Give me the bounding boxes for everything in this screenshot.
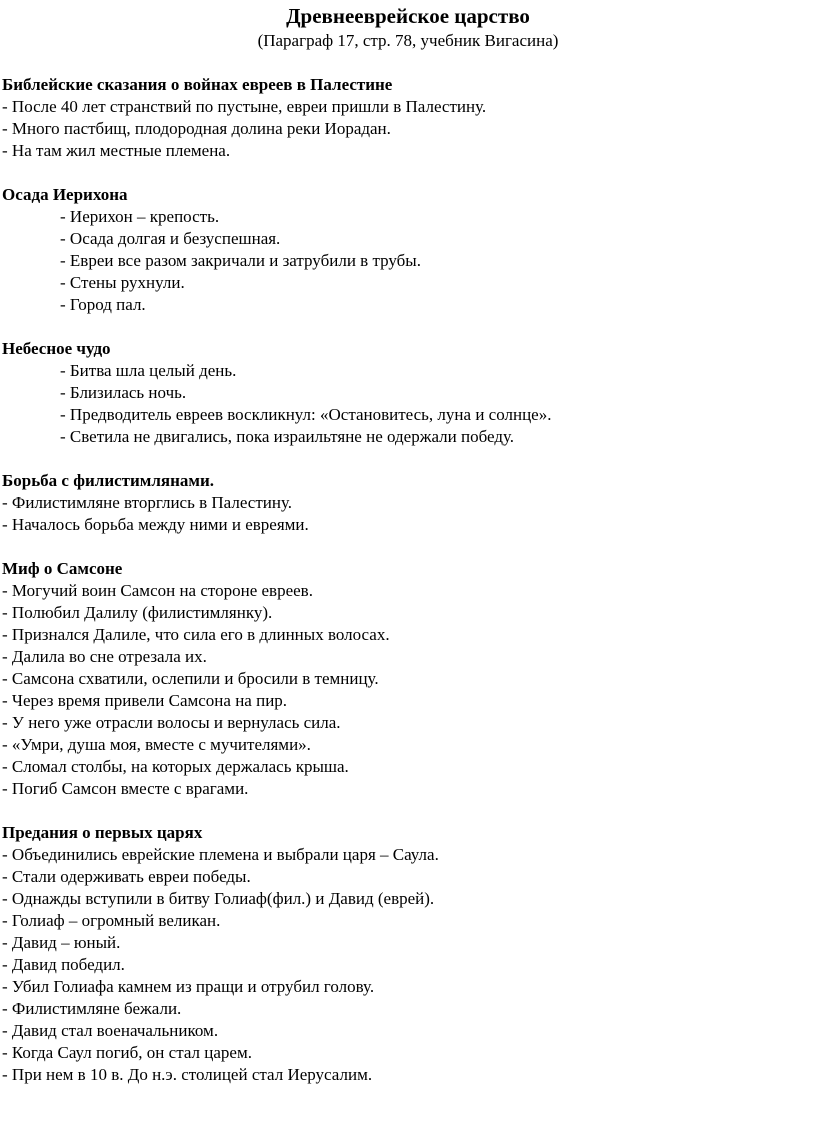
list-item: - Филистимляне вторглись в Палестину. — [2, 493, 293, 512]
list-item: - Стены рухнули. — [60, 273, 185, 292]
list-item: - Могучий воин Самсон на стороне евреев. — [2, 581, 313, 600]
list-item: - Когда Саул погиб, он стал царем. — [2, 1043, 252, 1062]
list-item: - Через время привели Самсона на пир. — [2, 691, 288, 710]
list-item: - Однажды вступили в битву Голиаф(фил.) и Давид (еврей). — [2, 889, 435, 908]
list-item: - После 40 лет странствий по пустыне, евреи пришли в Палестину. — [2, 97, 487, 116]
list-item: - Признался Далиле, что сила его в длинных волосах. — [2, 625, 390, 644]
document-subtitle: (Параграф 17, стр. 78, учебник Вигасина) — [257, 31, 559, 50]
list-item: - Давид победил. — [2, 955, 125, 974]
section-heading: Предания о первых царях — [2, 823, 203, 842]
section-philistines — [2, 470, 802, 536]
list-item: - «Умри, душа моя, вместе с мучителями». — [2, 735, 311, 754]
section-samson-myth — [2, 558, 802, 800]
list-item: - Филистимляне бежали. — [2, 999, 182, 1018]
list-item: - Город пал. — [60, 295, 146, 314]
section-biblical-tales — [2, 74, 802, 162]
list-item: - Евреи все разом закричали и затрубили в трубы. — [60, 251, 421, 270]
list-item: - Самсона схватили, ослепили и бросили в темницу. — [2, 669, 379, 688]
list-item: - Стали одерживать евреи победы. — [2, 867, 251, 886]
list-item: - Далила во сне отрезала их. — [2, 647, 207, 666]
document-title: Древнееврейское царство — [286, 4, 530, 28]
list-item: - На там жил местные племена. — [2, 141, 231, 160]
list-item: - Сломал столбы, на которых держалась крыша. — [2, 757, 349, 776]
list-item: - Светила не двигались, пока израильтяне не одержали победу. — [60, 427, 515, 446]
section-heavenly-miracle — [2, 338, 802, 448]
section-heading: Миф о Самсоне — [2, 559, 123, 578]
list-item: - Погиб Самсон вместе с врагами. — [2, 779, 249, 798]
section-heading: Осада Иерихона — [2, 185, 128, 204]
list-item: - Давид – юный. — [2, 933, 121, 952]
section-heading: Борьба с филистимлянами. — [2, 471, 215, 490]
section-heading: Библейские сказания о войнах евреев в Палестине — [2, 75, 393, 94]
list-item: - Давид стал военачальником. — [2, 1021, 219, 1040]
list-item: - Битва шла целый день. — [60, 361, 237, 380]
list-item: - Объединились еврейские племена и выбрали царя – Саула. — [2, 845, 439, 864]
list-item: - Началось борьба между ними и евреями. — [2, 515, 309, 534]
list-item: - Много пастбищ, плодородная долина реки Иорадан. — [2, 119, 391, 138]
list-item: - Убил Голиафа камнем из пращи и отрубил голову. — [2, 977, 375, 996]
section-heading: Небесное чудо — [2, 339, 111, 358]
list-item: - Предводитель евреев воскликнул: «Остановитесь, луна и солнце». — [60, 405, 552, 424]
list-item: - Близилась ночь. — [60, 383, 187, 402]
list-item: - При нем в 10 в. До н.э. столицей стал Иерусалим. — [2, 1065, 373, 1084]
section-first-kings — [2, 822, 802, 1086]
list-item: - Голиаф – огромный великан. — [2, 911, 221, 930]
list-item: - Осада долгая и безуспешная. — [60, 229, 281, 248]
list-item: - У него уже отрасли волосы и вернулась сила. — [2, 713, 341, 732]
list-item: - Иерихон – крепость. — [60, 207, 220, 226]
list-item: - Полюбил Далилу (филистимлянку). — [2, 603, 273, 622]
section-siege-of-jericho — [2, 184, 802, 316]
